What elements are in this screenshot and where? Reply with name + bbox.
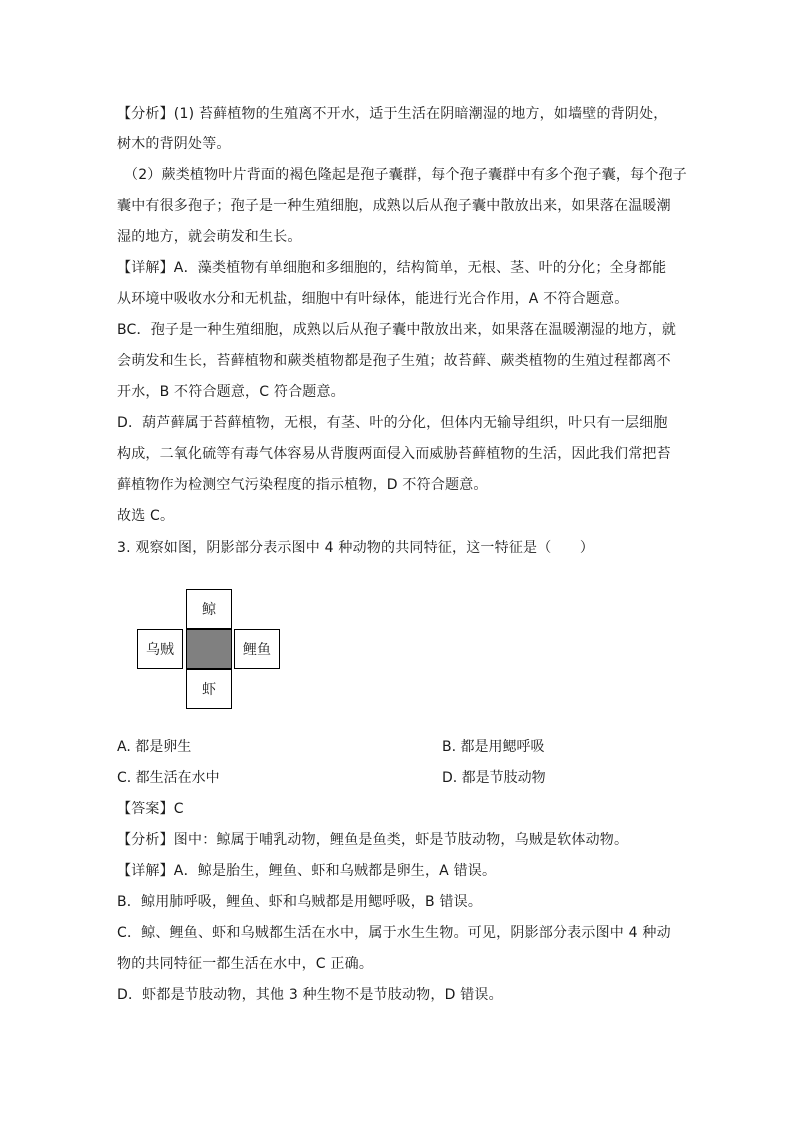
- analysis-line-1: 【分析】(1) 苔藓植物的生殖离不开水，适于生活在阴暗潮湿的地方，如墙壁的背阴处，: [117, 106, 668, 122]
- cross-diagram: [137, 589, 281, 711]
- detail-line-9: 故选 C。: [117, 508, 175, 524]
- option-b: B. 都是用鳃呼吸: [442, 739, 545, 755]
- detail-q3-line-5: D．虾都是节肢动物，其他 3 种生物不是节肢动物，D 错误。: [117, 987, 503, 1003]
- option-d: D. 都是节肢动物: [442, 770, 546, 786]
- detail-line-6: D．葫芦藓属于苔藓植物，无根，有茎、叶的分化，但体内无输导组织，叶只有一层细胞: [117, 415, 668, 431]
- shaded-center-cell: [186, 629, 232, 669]
- analysis-line-2: 树木的背阴处等。: [117, 136, 231, 152]
- analysis-line-5: 湿的地方，就会萌发和生长。: [117, 229, 302, 245]
- detail-line-2: 从环境中吸收水分和无机盐，细胞中有叶绿体，能进行光合作用，A 不符合题意。: [117, 291, 629, 307]
- detail-line-8: 藓植物作为检测空气污染程度的指示植物，D 不符合题意。: [117, 477, 488, 493]
- detail-q3-line-4: 物的共同特征一都生活在水中，C 正确。: [117, 956, 374, 972]
- detail-q3-line-2: B．鲸用肺呼吸，鲤鱼、虾和乌贼都是用鳃呼吸，B 错误。: [117, 894, 483, 910]
- question-3-stem: 3. 观察如图，阴影部分表示图中 4 种动物的共同特征，这一特征是（ ）: [117, 540, 595, 556]
- answer-line: 【答案】C: [117, 801, 184, 817]
- analysis-line-3: （2）蕨类植物叶片背面的褐色隆起是孢子囊群，每个孢子囊群中有多个孢子囊，每个孢子: [124, 167, 687, 183]
- analysis-line-4: 囊中有很多孢子；孢子是一种生殖细胞，成熟以后从孢子囊中散放出来，如果落在温暖潮: [117, 198, 671, 214]
- detail-q3-line-3: C．鲸、鲤鱼、虾和乌贼都生活在水中，属于水生生物。可见，阴影部分表示图中 4 种动: [117, 925, 671, 941]
- option-c: C. 都生活在水中: [117, 770, 220, 786]
- cell-top-whale: 鲸: [186, 589, 232, 629]
- cell-bottom-shrimp: 虾: [186, 669, 232, 709]
- detail-line-5: 开水，B 不符合题意，C 符合题意。: [117, 384, 345, 400]
- detail-line-3: BC．孢子是一种生殖细胞，成熟以后从孢子囊中散放出来，如果落在温暖潮湿的地方，就: [117, 322, 677, 338]
- detail-line-7: 构成，二氧化硫等有毒气体容易从背腹两面侵入而威胁苔藓植物的生活，因此我们常把苔: [117, 446, 671, 462]
- detail-line-1: 【详解】A．藻类植物有单细胞和多细胞的，结构简单，无根、茎、叶的分化；全身都能: [117, 260, 667, 276]
- option-a: A. 都是卵生: [117, 739, 192, 755]
- detail-line-4: 会萌发和生长，苔藓植物和蕨类植物都是孢子生殖；故苔藓、蕨类植物的生殖过程都离不: [117, 353, 671, 369]
- analysis-line-q3: 【分析】图中：鲸属于哺乳动物，鲤鱼是鱼类，虾是节肢动物，乌贼是软体动物。: [117, 832, 629, 848]
- detail-q3-line-1: 【详解】A．鲸是胎生，鲤鱼、虾和乌贼都是卵生，A 错误。: [117, 863, 497, 879]
- cell-left-squid: 乌贼: [137, 629, 183, 669]
- cell-right-carp: 鲤鱼: [234, 629, 280, 669]
